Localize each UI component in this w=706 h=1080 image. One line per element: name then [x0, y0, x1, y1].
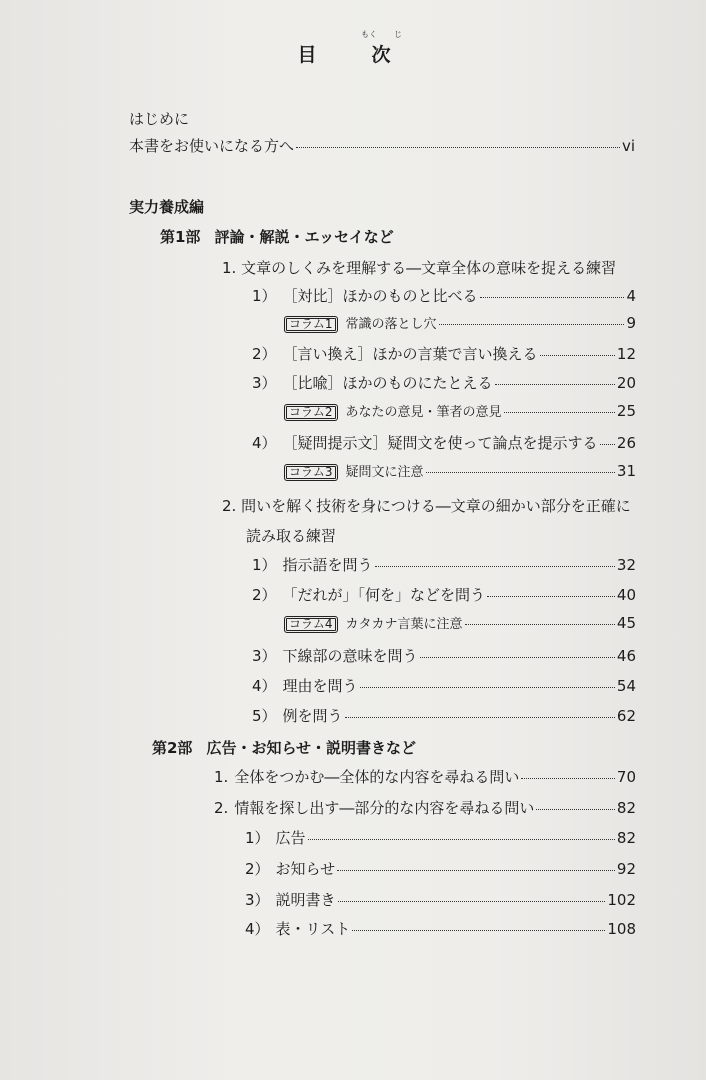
chapter-number: 1.	[214, 768, 229, 786]
item-number: 3）	[252, 647, 277, 665]
dot-leader	[465, 623, 615, 625]
dot-leader	[296, 146, 620, 148]
entry-text: 説明書き	[275, 891, 336, 909]
dot-leader	[536, 808, 615, 810]
entry-text: 「だれが」「何を」などを問う	[282, 586, 486, 604]
chapter-title: 全体をつかむ―全体的な内容を尋ねる問い	[234, 768, 520, 786]
entry-text: あなたの意見・筆者の意見	[345, 405, 502, 420]
chapter-title: 問いを解く技術を身につける―文章の細かい部分を正確に	[241, 497, 631, 515]
toc-column-entry[interactable]	[284, 401, 636, 423]
toc-entry[interactable]	[252, 584, 636, 606]
page-number: 9	[626, 314, 636, 332]
toc-entry-how-to-use[interactable]	[129, 135, 635, 157]
chapter-heading	[222, 495, 631, 516]
page-number: 46	[616, 647, 636, 665]
entry-text: 本書をお使いになる方へ	[129, 137, 295, 155]
dot-leader	[521, 777, 615, 779]
entry-text: 例を問う	[282, 707, 343, 725]
dot-leader	[504, 411, 615, 413]
part-title: 広告・お知らせ・説明書きなど	[206, 739, 416, 757]
page-number: 25	[616, 402, 636, 420]
part-2-heading	[152, 737, 416, 758]
item-number: 4）	[245, 920, 270, 938]
dot-leader	[352, 929, 605, 931]
toc-entry[interactable]	[245, 827, 636, 849]
dot-leader	[338, 900, 606, 902]
column-badge: コラム1	[284, 316, 338, 333]
dot-leader	[308, 838, 615, 840]
column-badge: コラム2	[284, 404, 338, 421]
dot-leader	[487, 595, 615, 597]
item-number: 2）	[252, 586, 277, 604]
column-badge: コラム3	[284, 464, 338, 481]
entry-text: 指示語を問う	[282, 556, 373, 574]
item-number: 1）	[252, 556, 277, 574]
page-title: 目 次	[297, 44, 409, 66]
toc-entry-chapter[interactable]	[214, 766, 636, 788]
entry-text: 下線部の意味を問う	[282, 647, 418, 665]
entry-text: ［言い換え］ほかの言葉で言い換える	[282, 345, 538, 363]
entry-text: 広告	[275, 829, 306, 847]
item-number: 4）	[252, 434, 277, 452]
entry-text: 表・リスト	[275, 920, 351, 938]
entry-text: 常識の落とし穴	[345, 317, 437, 332]
page-number: vi	[621, 137, 635, 155]
part-label: 第1部	[160, 228, 201, 246]
toc-entry[interactable]	[252, 554, 636, 576]
page-number: 62	[616, 707, 636, 725]
page-number: 12	[616, 345, 636, 363]
entry-text: ［対比］ほかのものと比べる	[282, 287, 478, 305]
toc-entry[interactable]	[245, 918, 636, 940]
toc-entry[interactable]	[252, 705, 636, 727]
page-number: 108	[607, 920, 636, 938]
entry-text: お知らせ	[275, 860, 336, 878]
intro-heading: はじめに	[129, 110, 190, 128]
title-ruby-2: じ	[394, 30, 402, 39]
page-number: 70	[616, 768, 636, 786]
chapter-number: 2.	[222, 497, 237, 515]
dot-leader	[480, 296, 625, 298]
dot-leader	[426, 471, 615, 473]
page-number: 45	[616, 614, 636, 632]
entry-text: カタカナ言葉に注意	[345, 617, 463, 632]
toc-entry[interactable]	[252, 285, 636, 307]
item-number: 2）	[252, 345, 277, 363]
page-number: 82	[616, 799, 636, 817]
chapter-title: 文章のしくみを理解する―文章全体の意味を捉える練習	[241, 259, 617, 277]
section-heading: 実力養成編	[129, 198, 205, 216]
page-number: 82	[616, 829, 636, 847]
entry-text: 疑問文に注意	[345, 465, 424, 480]
toc-entry[interactable]	[252, 343, 636, 365]
page-number: 26	[616, 434, 636, 452]
toc-entry[interactable]	[252, 675, 636, 697]
part-title: 評論・解説・エッセイなど	[214, 228, 394, 246]
page-number: 54	[616, 677, 636, 695]
entry-text: ［疑問提示文］疑問文を使って論点を提示する	[282, 434, 598, 452]
dot-leader	[540, 354, 615, 356]
page-number: 31	[616, 462, 636, 480]
toc-entry[interactable]	[252, 432, 636, 454]
toc-entry[interactable]	[252, 372, 636, 394]
item-number: 1）	[245, 829, 270, 847]
dot-leader	[420, 656, 615, 658]
page-number: 4	[626, 287, 636, 305]
page-number: 92	[616, 860, 636, 878]
chapter-title-line2: 読み取る練習	[246, 527, 337, 545]
page-number: 32	[616, 556, 636, 574]
column-badge: コラム4	[284, 616, 338, 633]
part-label: 第2部	[152, 739, 193, 757]
chapter-title: 情報を探し出す―部分的な内容を尋ねる問い	[234, 799, 535, 817]
chapter-number: 1.	[222, 259, 237, 277]
dot-leader	[375, 565, 615, 567]
title-ruby-1: もく	[361, 30, 377, 39]
entry-text: 理由を問う	[282, 677, 358, 695]
entry-text: ［比喩］ほかのものにたとえる	[282, 374, 493, 392]
toc-column-entry[interactable]	[284, 313, 636, 335]
page-number: 20	[616, 374, 636, 392]
item-number: 3）	[252, 374, 277, 392]
chapter-number: 2.	[214, 799, 229, 817]
dot-leader	[600, 443, 615, 445]
toc-entry[interactable]	[245, 889, 636, 911]
item-number: 2）	[245, 860, 270, 878]
page-number: 40	[616, 586, 636, 604]
item-number: 4）	[252, 677, 277, 695]
dot-leader	[495, 383, 615, 385]
item-number: 1）	[252, 287, 277, 305]
toc-entry[interactable]	[245, 858, 636, 880]
part-1-heading	[160, 226, 394, 247]
chapter-heading	[222, 257, 616, 278]
toc-entry-chapter[interactable]	[214, 797, 636, 819]
item-number: 5）	[252, 707, 277, 725]
item-number: 3）	[245, 891, 270, 909]
page-number: 102	[607, 891, 636, 909]
dot-leader	[439, 323, 625, 325]
dot-leader	[345, 716, 615, 718]
dot-leader	[337, 869, 615, 871]
toc-column-entry[interactable]	[284, 613, 636, 635]
toc-entry[interactable]	[252, 645, 636, 667]
dot-leader	[360, 686, 615, 688]
toc-column-entry[interactable]	[284, 461, 636, 483]
